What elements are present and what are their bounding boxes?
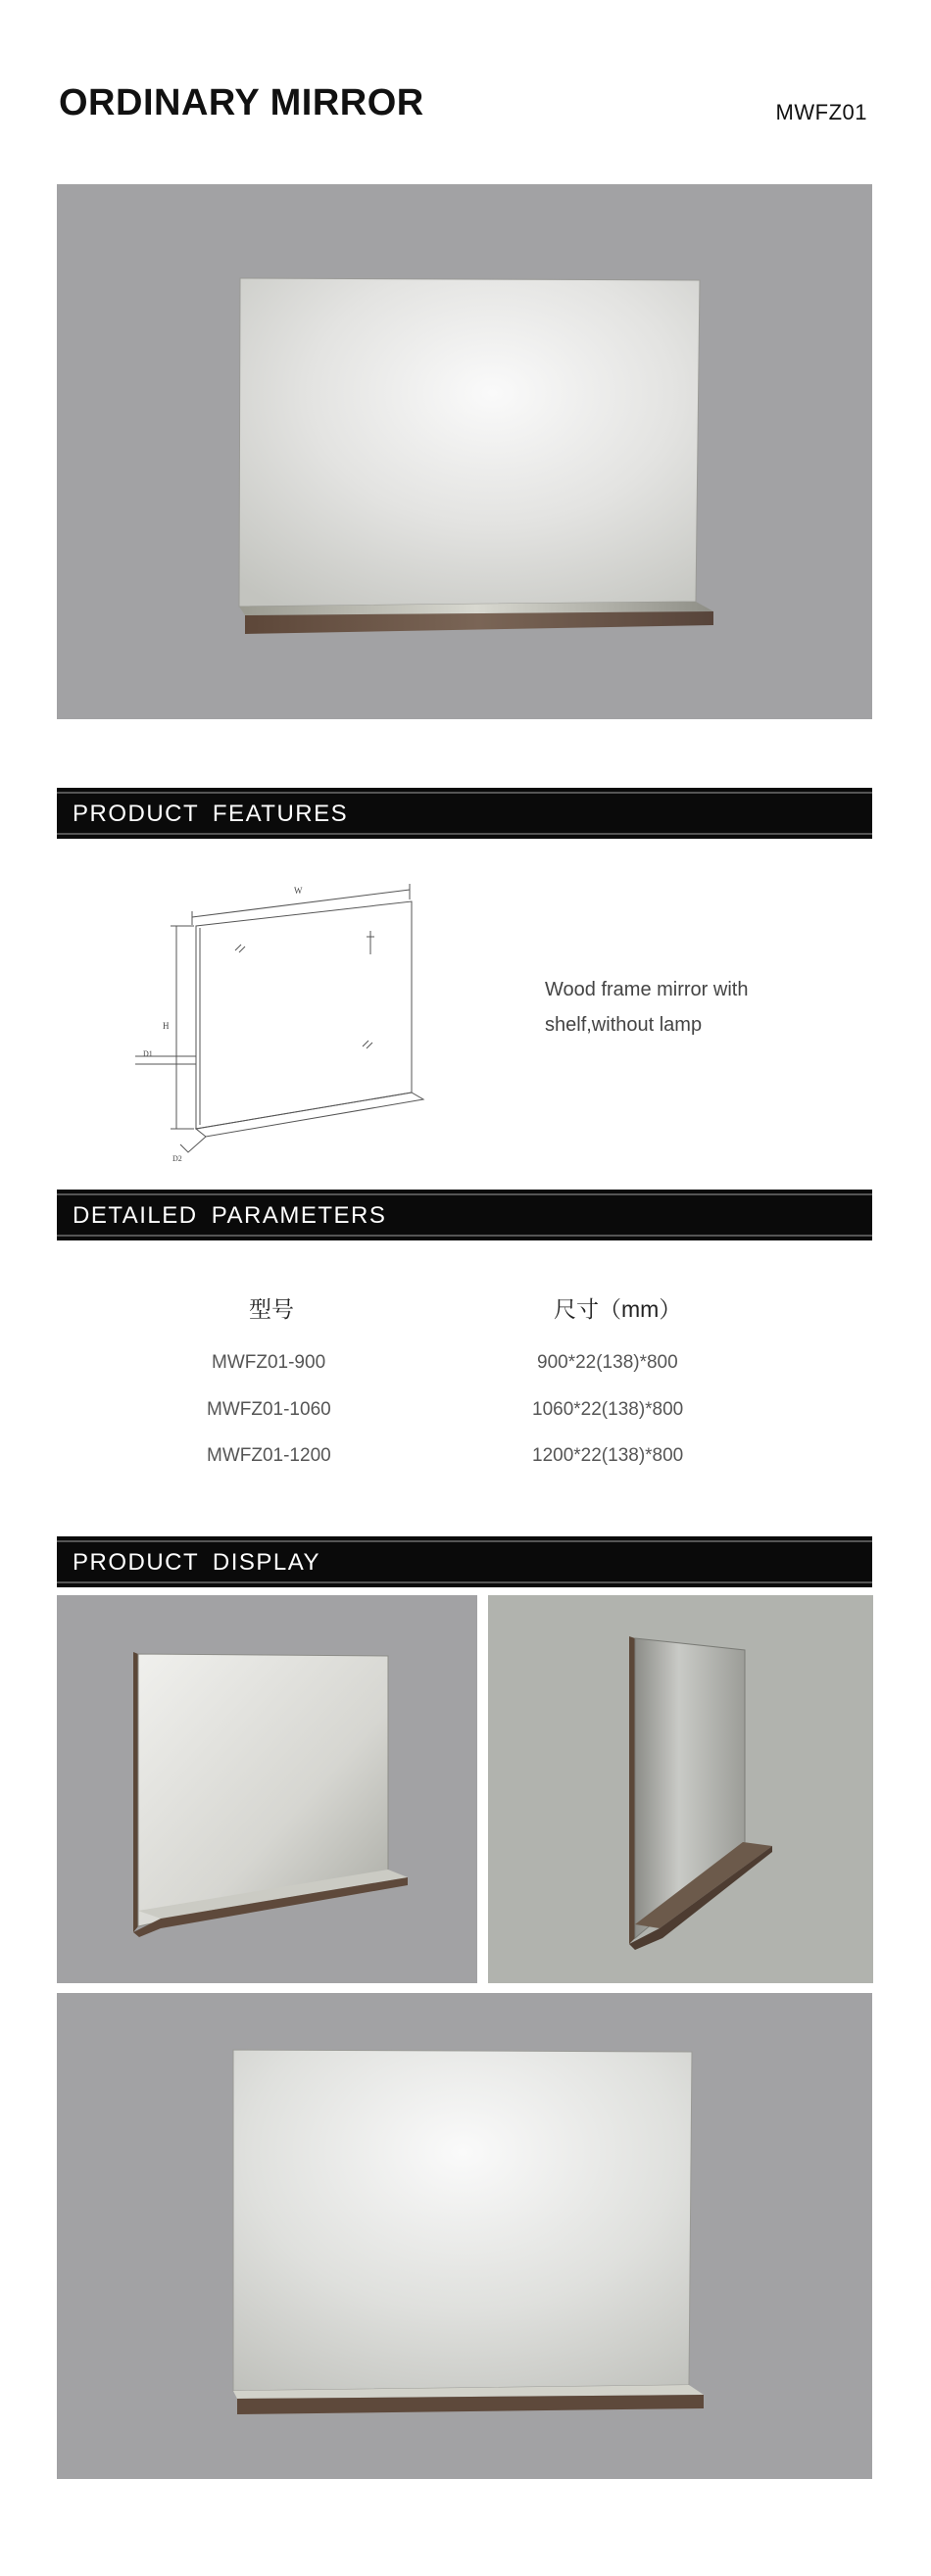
section-title-display: PRODUCT DISPLAY [73, 1549, 320, 1576]
model-code: MWFZ01 [775, 100, 867, 124]
bar-line-bottom [57, 1235, 872, 1237]
bar-line-bottom [57, 1581, 872, 1583]
table-cell-model: MWFZ01-1200 [207, 1445, 331, 1466]
page-title: ORDINARY MIRROR [59, 82, 424, 123]
section-header-parameters [57, 1190, 872, 1240]
label-height: H [163, 1021, 170, 1031]
bar-line-top [57, 1193, 872, 1195]
section-header-display [57, 1536, 872, 1587]
table-cell-size: 1200*22(138)*800 [532, 1445, 684, 1466]
mirror-illustration [57, 1595, 477, 1983]
label-width: W [294, 886, 303, 896]
display-image-front [57, 1993, 872, 2479]
mirror-illustration [57, 184, 872, 719]
display-image-angled-left [57, 1595, 477, 1983]
display-image-side-right [488, 1595, 873, 1983]
label-depth-2: D2 [172, 1154, 182, 1163]
section-title-features: PRODUCT FEATURES [73, 801, 349, 827]
features-description: Wood frame mirror with shelf,without lamp [545, 979, 749, 1036]
table-cell-size: 1060*22(138)*800 [532, 1399, 684, 1420]
column-header-size: 尺寸（mm） [554, 1296, 682, 1322]
section-header-features [57, 788, 872, 839]
section-title-parameters: DETAILED PARAMETERS [73, 1202, 387, 1229]
label-depth-1: D1 [143, 1049, 153, 1058]
table-cell-size: 900*22(138)*800 [537, 1352, 678, 1373]
table-cell-model: MWFZ01-900 [212, 1352, 326, 1373]
hero-product-image [57, 184, 872, 719]
table-cell-model: MWFZ01-1060 [207, 1399, 331, 1420]
mirror-illustration [57, 1993, 872, 2479]
mirror-illustration [488, 1595, 873, 1983]
bar-line-bottom [57, 833, 872, 835]
dimension-diagram [118, 872, 441, 1176]
bar-line-top [57, 792, 872, 794]
bar-line-top [57, 1540, 872, 1542]
column-header-model: 型号 [249, 1296, 294, 1322]
